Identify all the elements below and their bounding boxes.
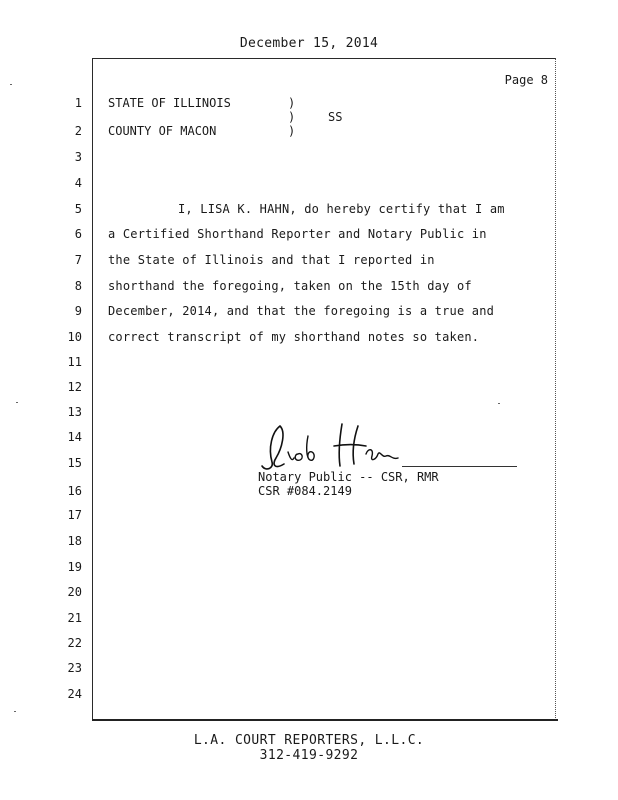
line-number-24: 24 [67,687,82,701]
line-number-12: 12 [67,380,82,394]
body-line: a Certified Shorthand Reporter and Notary Public in [108,227,487,241]
signature-line [402,466,517,467]
line-number-4: 4 [74,176,82,190]
line-number-23: 23 [67,661,82,675]
line-number-13: 13 [67,405,82,419]
scan-speck [498,403,500,404]
scan-speck [16,402,18,403]
footer-company: L.A. COURT REPORTERS, L.L.C. [193,733,425,748]
header-date: December 15, 2014 [239,36,379,51]
line-number-10: 10 [67,330,82,344]
line-number-5: 5 [74,202,82,216]
line-number-6: 6 [74,227,82,241]
caption-paren: ) [288,96,296,110]
line-number-17: 17 [67,508,82,522]
caption-ss: SS [328,110,343,124]
footer-phone: 312-419-9292 [259,748,359,763]
scan-speck [14,711,16,712]
caption-paren: ) [288,124,296,138]
notary-title: Notary Public -- CSR, RMR [258,470,439,484]
line-number-8: 8 [74,279,82,293]
caption-paren: ) [288,110,296,124]
line-number-14: 14 [67,430,82,444]
line-number-1: 1 [74,96,82,110]
line-number-21: 21 [67,611,82,625]
body-line: correct transcript of my shorthand notes so taken. [108,330,480,344]
page-frame-bottom-rule [92,719,558,721]
line-number-22: 22 [67,636,82,650]
line-number-11: 11 [67,355,82,369]
caption-county: COUNTY OF MACON [108,124,217,138]
csr-number: CSR #084.2149 [258,484,352,498]
body-line: the State of Illinois and that I reported in [108,253,435,267]
line-number-18: 18 [67,534,82,548]
line-number-2: 2 [74,124,82,138]
line-number-16: 16 [67,484,82,498]
body-line: shorthand the foregoing, taken on the 15th day of [108,279,472,293]
line-number-7: 7 [74,253,82,267]
line-number-9: 9 [74,304,82,318]
line-number-19: 19 [67,560,82,574]
handwritten-signature [258,418,408,478]
page-number: Page 8 [504,73,548,87]
body-line: December, 2014, and that the foregoing is a true and [108,304,495,318]
transcript-page-frame [92,58,556,720]
body-line: I, LISA K. HAHN, do hereby certify that I am [178,202,505,216]
line-number-3: 3 [74,150,82,164]
line-number-20: 20 [67,585,82,599]
scan-speck [10,84,12,85]
caption-state: STATE OF ILLINOIS [108,96,231,110]
line-number-15: 15 [67,456,82,470]
